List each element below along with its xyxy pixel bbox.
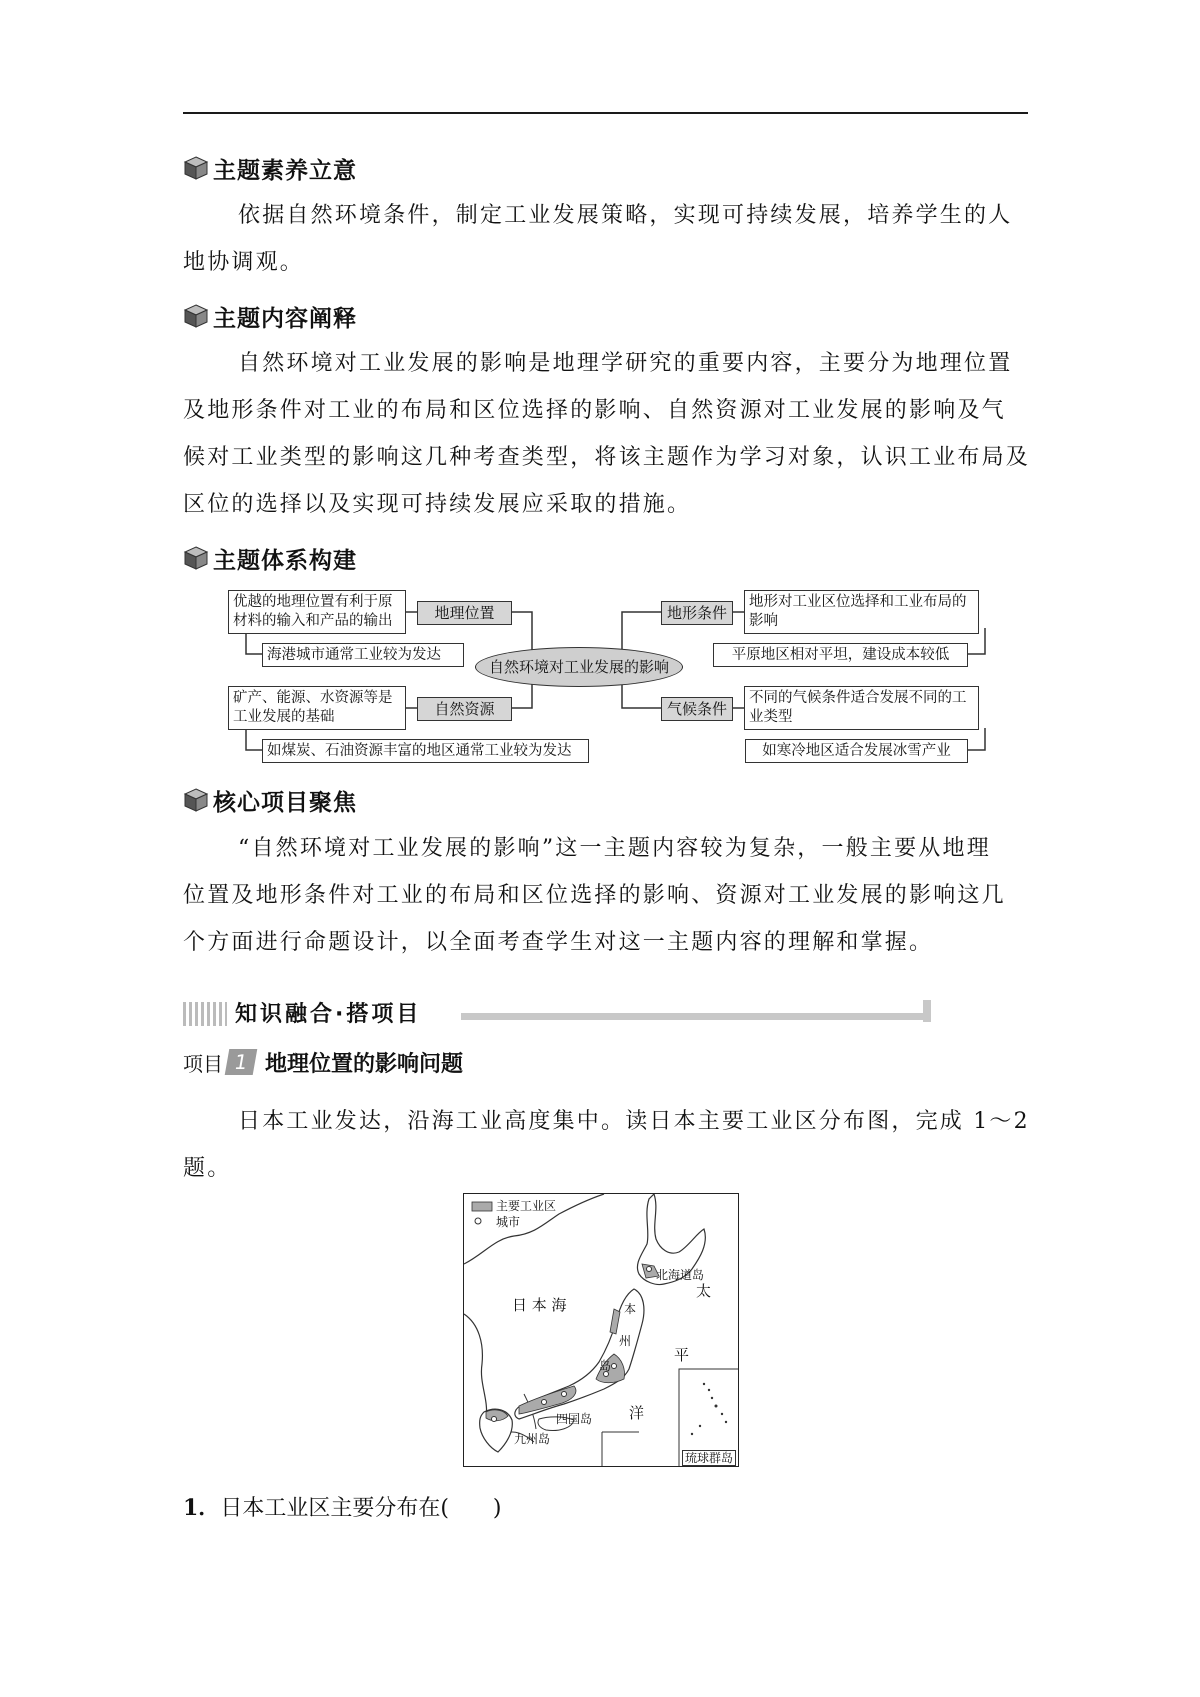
cube-icon xyxy=(183,787,209,813)
text-line: 地协调观。 xyxy=(183,250,305,275)
text-line: 日本工业发达，沿海工业高度集中。读日本主要工业区分布图，完成 1～2 xyxy=(238,1109,1030,1134)
project-heading xyxy=(183,1042,463,1082)
mindmap-terrain-example: 平原地区相对平坦，建设成本较低 xyxy=(713,643,968,667)
text-line: 题。 xyxy=(183,1156,232,1181)
text-line: 位置及地形条件对工业的布局和区位选择的影响、资源对工业发展的影响这几 xyxy=(183,883,1006,908)
knowledge-bar-title: 知识融合·搭项目 xyxy=(235,1002,422,1027)
text-line: 依据自然环境条件，制定工业发展策略，实现可持续发展，培养学生的人 xyxy=(238,203,1013,228)
mindmap-location-desc: 优越的地理位置有利于原材料的输入和产品的输出 xyxy=(228,590,406,634)
project-number-badge: 1 xyxy=(225,1049,258,1075)
label-ocean-3: 洋 xyxy=(629,1404,645,1422)
section-title: 主题素养立意 xyxy=(213,157,357,184)
question-1 xyxy=(183,1488,501,1529)
mindmap-resources-tag: 自然资源 xyxy=(417,697,512,721)
section-title: 主题内容阐释 xyxy=(213,305,357,332)
mindmap-location-example: 海港城市通常工业较为发达 xyxy=(262,643,464,667)
label-honshu-3: 岛 xyxy=(599,1359,612,1373)
divider-end xyxy=(923,1000,931,1022)
mindmap-location-tag: 地理位置 xyxy=(417,601,512,625)
paragraph-intro xyxy=(183,1098,1031,1192)
label-sea-of-japan: 日 本 海 xyxy=(512,1296,567,1314)
text-line: 自然环境对工业发展的影响是地理学研究的重要内容，主要分为地理位置 xyxy=(238,351,1013,376)
mindmap-resources-desc: 矿产、能源、水资源等是工业发展的基础 xyxy=(228,686,406,730)
knowledge-bar xyxy=(183,998,933,1032)
mindmap-climate-example: 如寒冷地区适合发展冰雪产业 xyxy=(745,739,968,763)
label-shikoku: 四国岛 xyxy=(556,1412,593,1426)
mindmap-center: 自然环境对工业发展的影响 xyxy=(475,647,683,687)
label-kyushu: 九州岛 xyxy=(514,1432,551,1446)
paragraph-focus xyxy=(183,825,1031,966)
legend-city-label: 城市 xyxy=(496,1215,521,1229)
divider xyxy=(461,1013,926,1020)
section-title: 核心项目聚焦 xyxy=(213,789,357,816)
mindmap-climate-tag: 气候条件 xyxy=(661,697,733,721)
question-number: 1． xyxy=(183,1495,221,1521)
question-text: 日本工业区主要分布在( ) xyxy=(220,1496,502,1521)
text-line: “自然环境对工业发展的影响”这一主题内容较为复杂，一般主要从地理 xyxy=(238,836,991,861)
mindmap-climate-desc: 不同的气候条件适合发展不同的工业类型 xyxy=(744,686,979,730)
label-ryukyu: 琉球群岛 xyxy=(682,1450,736,1466)
label-ocean-2: 平 xyxy=(674,1346,690,1364)
label-ocean-1: 太 xyxy=(696,1282,712,1300)
text-line: 候对工业类型的影响这几种考查类型，将该主题作为学习对象，认识工业布局及 xyxy=(183,445,1031,470)
mindmap-terrain-desc: 地形对工业区位选择和工业布局的影响 xyxy=(744,590,979,634)
project-title: 地理位置的影响问题 xyxy=(265,1051,464,1077)
legend-industrial-label: 主要工业区 xyxy=(496,1199,557,1213)
mindmap-terrain-tag: 地形条件 xyxy=(661,601,733,625)
mindmap-resources-example: 如煤炭、石油资源丰富的地区通常工业较为发达 xyxy=(262,739,589,763)
japan-industrial-map xyxy=(463,1193,739,1467)
label-honshu-2: 州 xyxy=(619,1334,632,1348)
section-title: 主题体系构建 xyxy=(213,547,357,574)
text-line: 及地形条件对工业的布局和区位选择的影响、自然资源对工业发展的影响及气 xyxy=(183,398,1006,423)
section-heading-focus xyxy=(183,782,357,818)
text-line: 区位的选择以及实现可持续发展应采取的措施。 xyxy=(183,492,692,517)
text-line: 个方面进行命题设计，以全面考查学生对这一主题内容的理解和掌握。 xyxy=(183,930,934,955)
label-honshu-1: 本 xyxy=(624,1302,637,1316)
label-hokkaido: 北海道岛 xyxy=(656,1268,705,1282)
map-drawing xyxy=(464,1194,739,1467)
stripe-decoration xyxy=(183,1002,227,1026)
project-label: 项目 xyxy=(183,1051,223,1076)
